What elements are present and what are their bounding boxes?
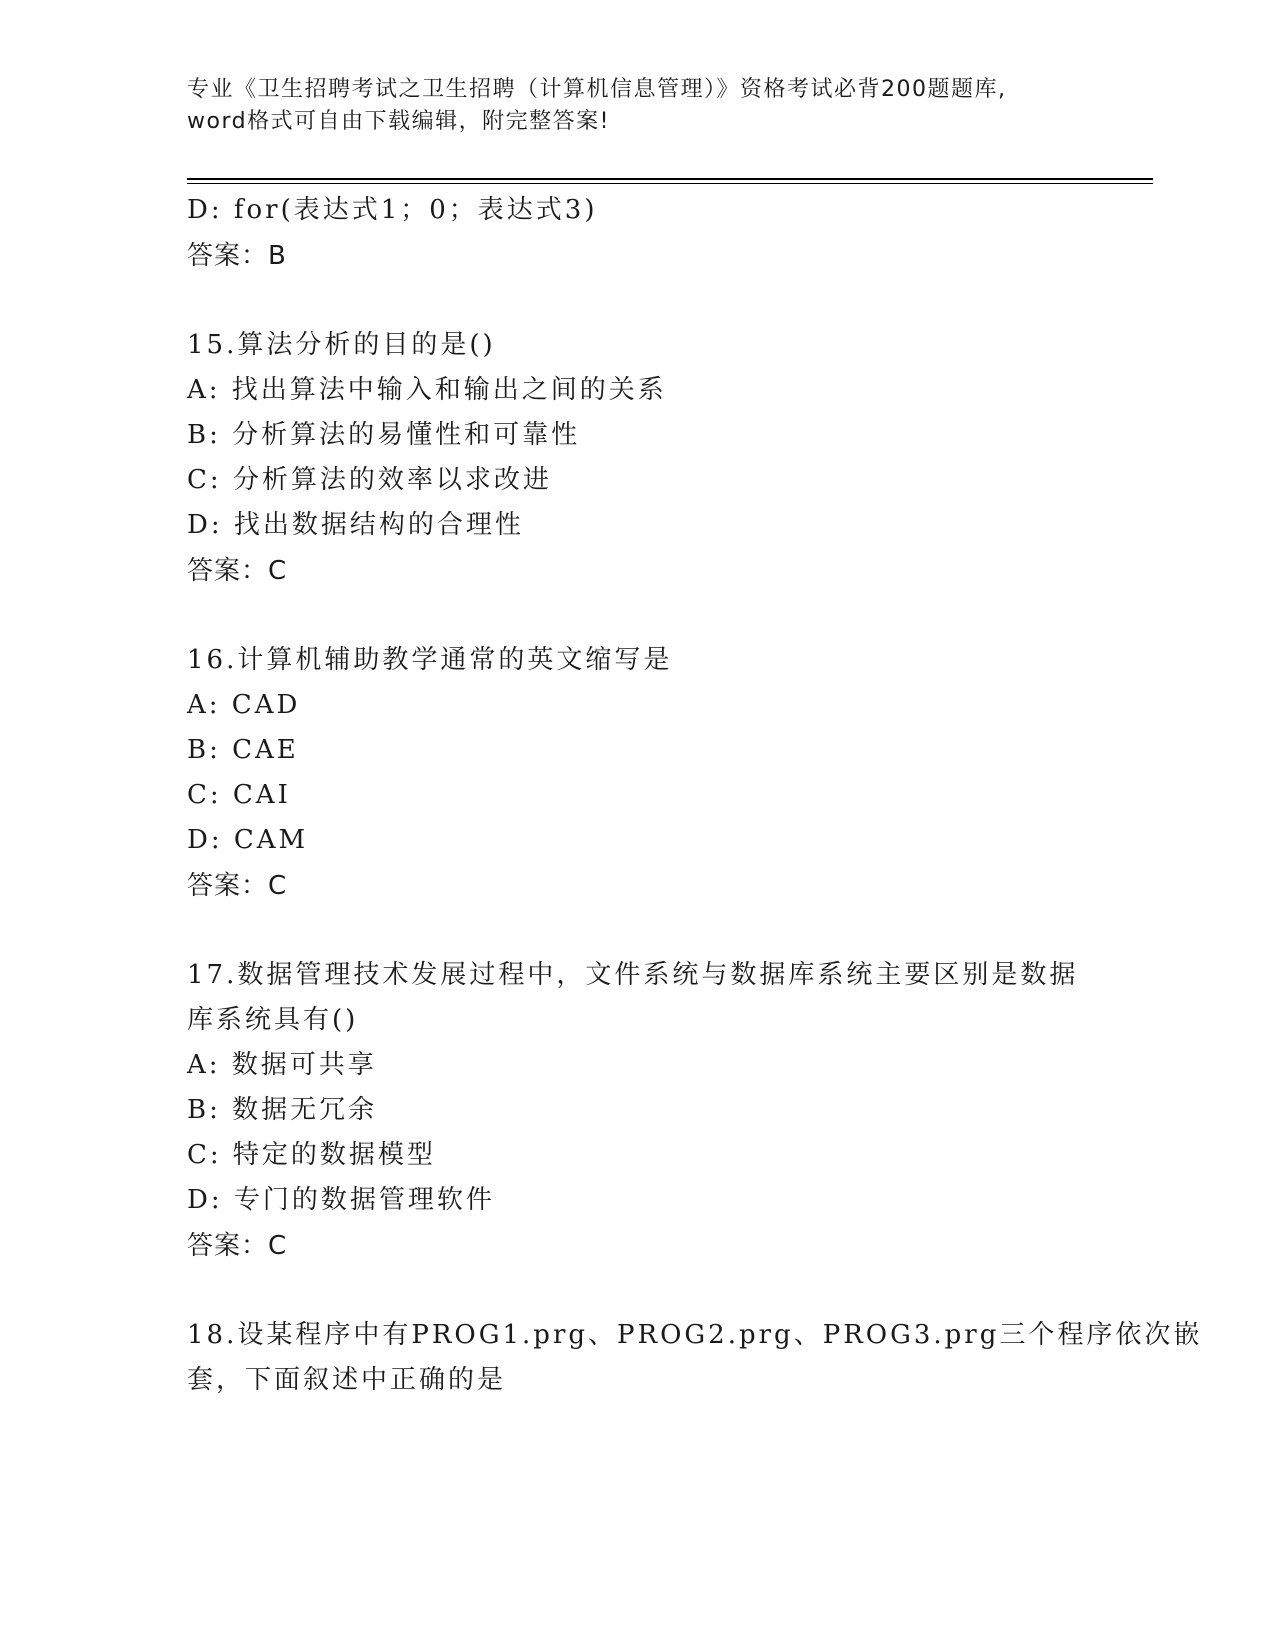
- spacer: [187, 279, 1087, 323]
- q17-stem-line-2: 库系统具有(): [187, 1005, 359, 1035]
- q16-option-a: A: CAD: [187, 690, 301, 720]
- header-title-line-2: word格式可自由下载编辑，附完整答案!: [187, 109, 610, 134]
- spacer: [187, 594, 1087, 638]
- q17-option-c: C: 特定的数据模型: [187, 1140, 436, 1170]
- document-header: [187, 74, 1087, 138]
- q15-answer: 答案：C: [187, 556, 288, 586]
- header-title-line-1: 专业《卫生招聘考试之卫生招聘（计算机信息管理）》资格考试必背200题题库,: [187, 77, 1007, 102]
- q15-option-b: B: 分析算法的易懂性和可靠性: [187, 420, 581, 450]
- q17-stem-line-1: 17.数据管理技术发展过程中，文件系统与数据库系统主要区别是数据: [187, 960, 1079, 990]
- q17-option-d: D: 专门的数据管理软件: [187, 1185, 495, 1215]
- q15-option-d: D: 找出数据结构的合理性: [187, 510, 524, 540]
- q16-option-d: D: CAM: [187, 825, 309, 855]
- q17-answer: 答案：C: [187, 1231, 288, 1261]
- q18-stem-line-1: 18.设某程序中有PROG1.prg、PROG2.prg、PROG3.prg三个程序依次嵌: [187, 1320, 1203, 1350]
- header-divider-thin: [187, 183, 1153, 184]
- q15-stem: 15.算法分析的目的是(): [187, 330, 496, 360]
- q16-stem: 16.计算机辅助教学通常的英文缩写是: [187, 645, 673, 675]
- q16-answer: 答案：C: [187, 871, 288, 901]
- question-list: [187, 188, 1203, 1403]
- header-divider-thick: [187, 178, 1153, 180]
- spacer: [187, 909, 1087, 953]
- q15-option-c: C: 分析算法的效率以求改进: [187, 465, 552, 495]
- q15-option-a: A: 找出算法中输入和输出之间的关系: [187, 375, 667, 405]
- q14-answer: 答案：B: [187, 241, 287, 271]
- q17-option-b: B: 数据无冗余: [187, 1095, 378, 1125]
- q14-option-d: D: for(表达式1；0；表达式3): [187, 195, 598, 225]
- q16-option-b: B: CAE: [187, 735, 299, 765]
- spacer: [187, 1269, 1087, 1313]
- q16-option-c: C: CAI: [187, 780, 291, 810]
- q18-stem-line-2: 套，下面叙述中正确的是: [187, 1365, 507, 1395]
- q17-option-a: A: 数据可共享: [187, 1050, 377, 1080]
